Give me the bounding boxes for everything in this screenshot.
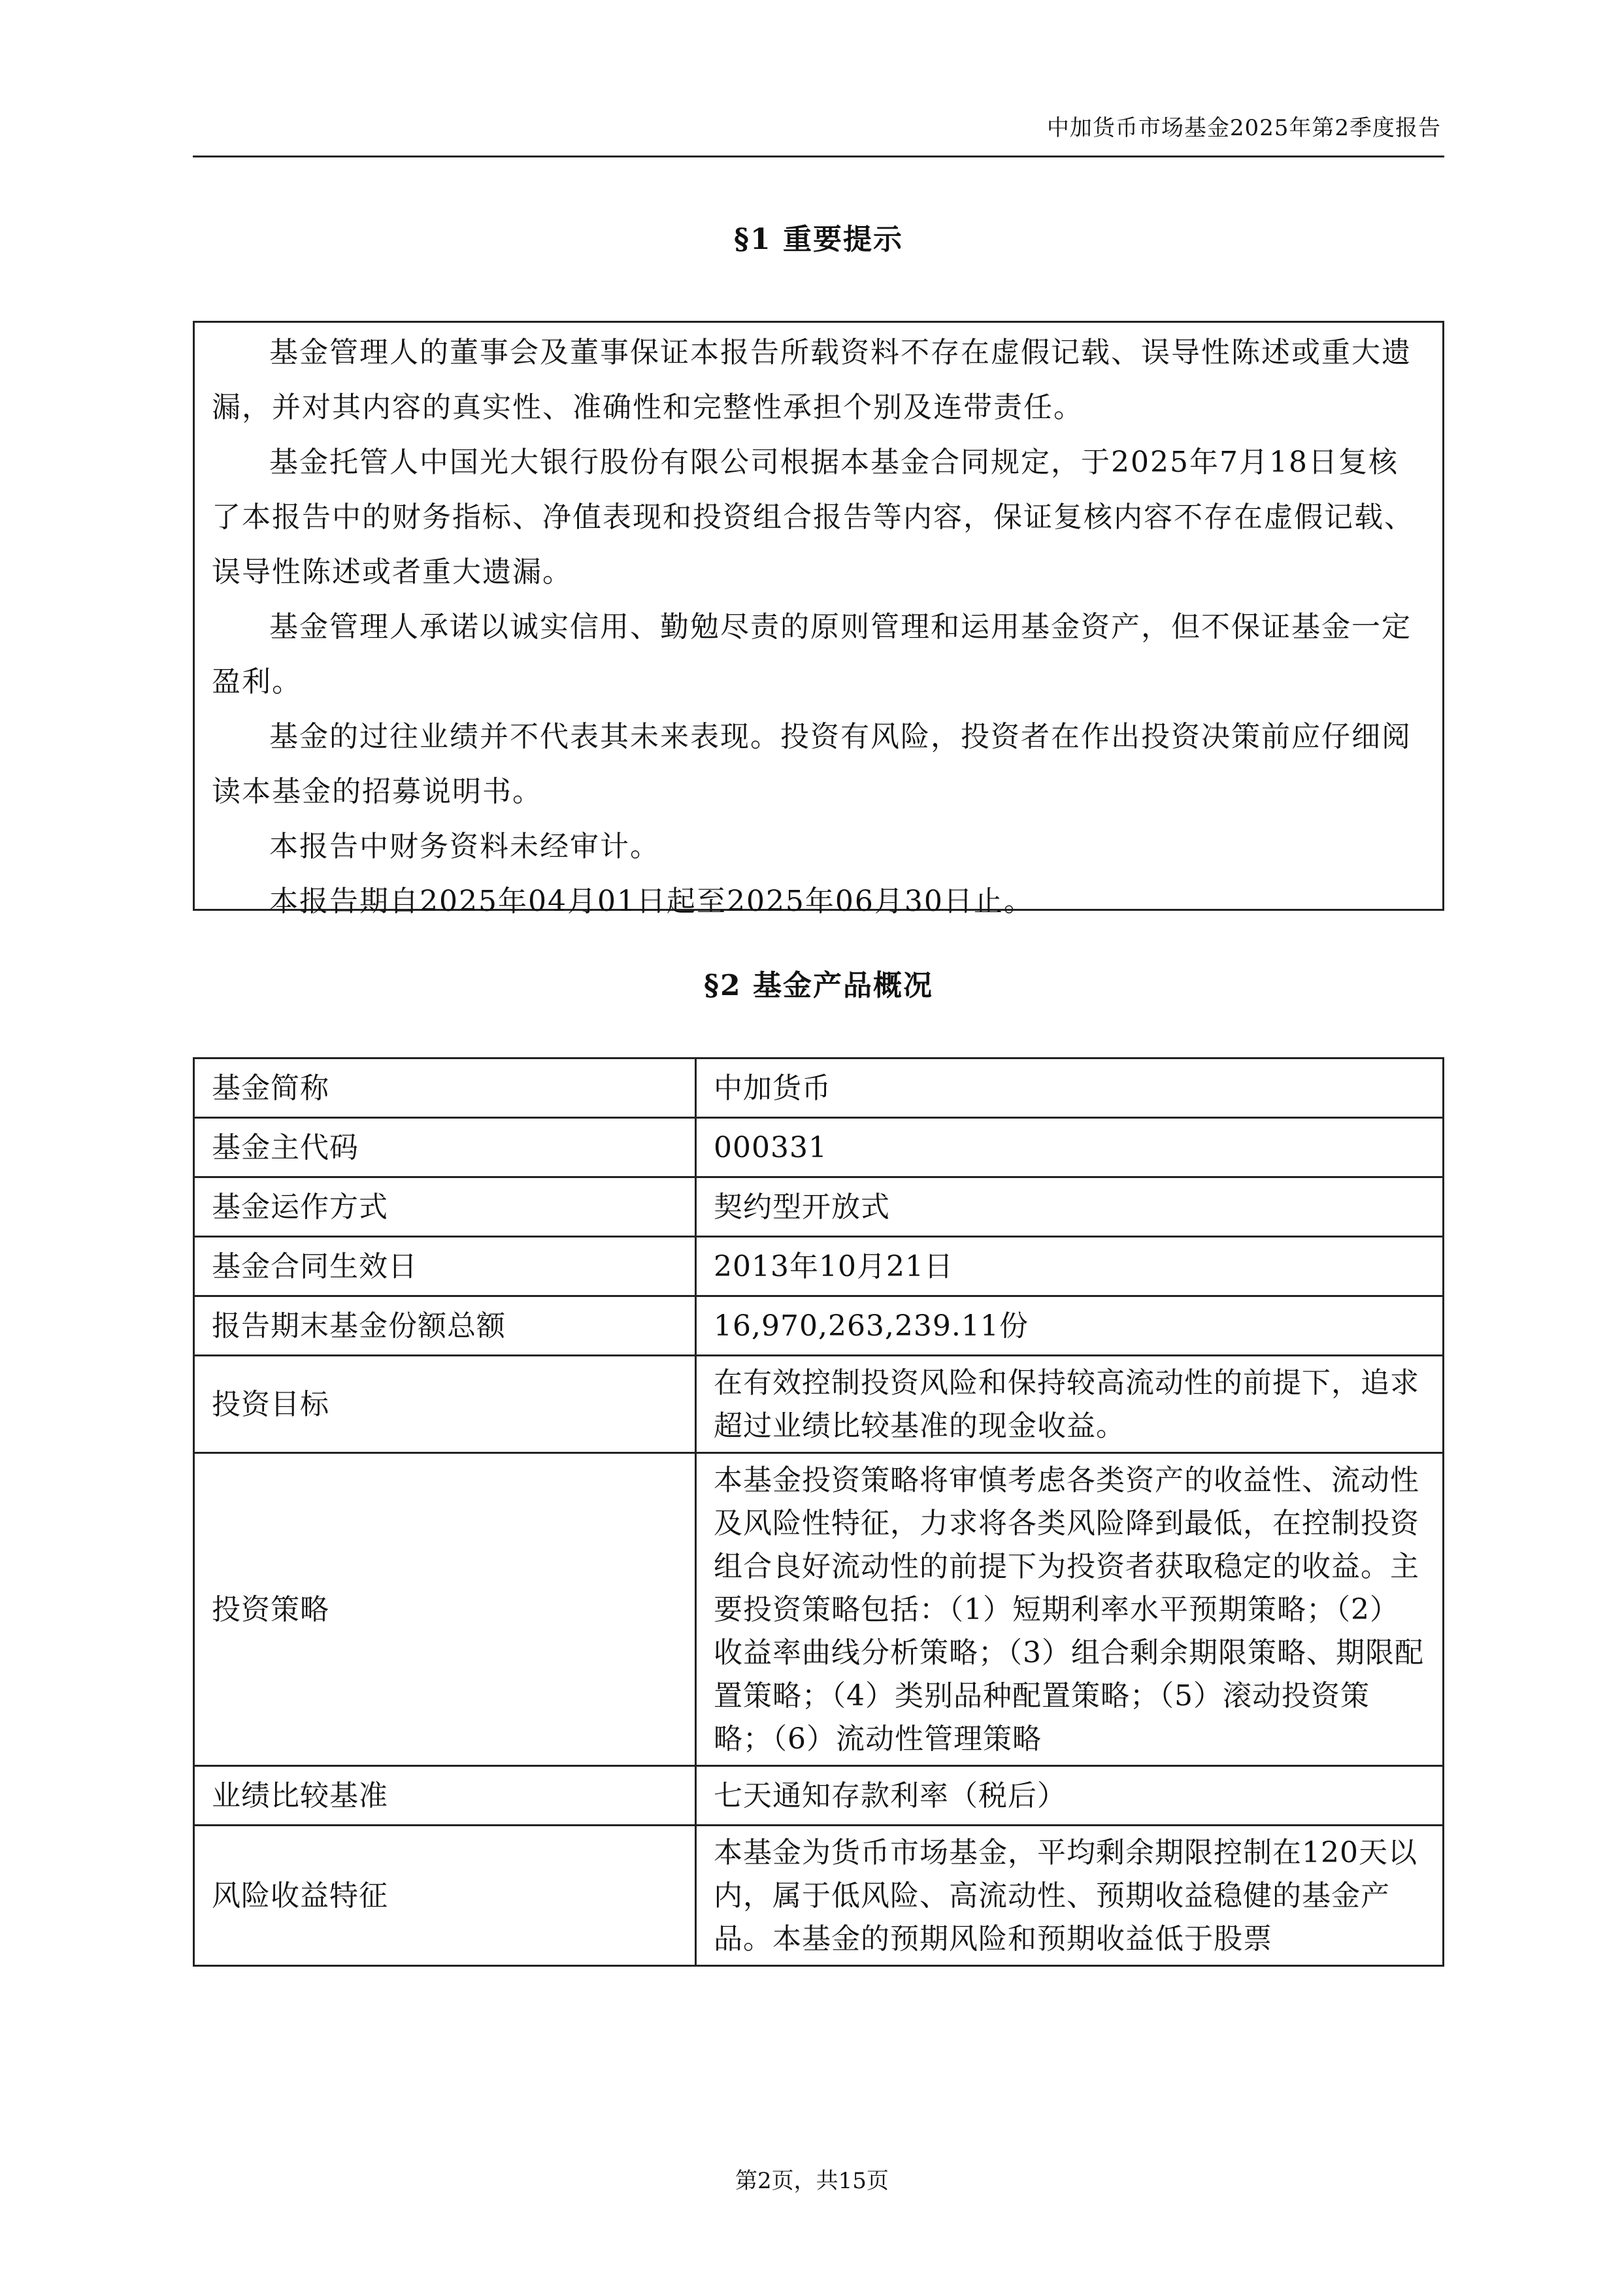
fund-overview-table [193, 1057, 1444, 1967]
table-row [194, 1296, 1444, 1356]
notice-paragraph: 基金托管人中国光大银行股份有限公司根据本基金合同规定，于2025年7月18日复核了本报告中的财务指标、净值表现和投资组合报告等内容，保证复核内容不存在虚假记载、误导性陈述或者重大遗漏。 [212, 446, 1414, 589]
row-label: 基金主代码 [194, 1118, 696, 1177]
notice-paragraph: 基金的过往业绩并不代表其未来表现。投资有风险，投资者在作出投资决策前应仔细阅读本基金的招募说明书。 [212, 720, 1412, 808]
notice-paragraph: 基金管理人承诺以诚实信用、勤勉尽责的原则管理和运用基金资产，但不保证基金一定盈利。 [212, 610, 1412, 698]
notice-paragraph: 基金管理人的董事会及董事保证本报告所载资料不存在虚假记载、误导性陈述或重大遗漏，并对其内容的真实性、准确性和完整性承担个别及连带责任。 [212, 336, 1412, 424]
header-rule [193, 156, 1444, 157]
row-value: 中加货币 [696, 1058, 1444, 1118]
row-value: 在有效控制投资风险和保持较高流动性的前提下，追求超过业绩比较基准的现金收益。 [696, 1356, 1444, 1453]
row-value: 本基金为货币市场基金，平均剩余期限控制在120天以内，属于低风险、高流动性、预期收益稳健的基金产品。本基金的预期风险和预期收益低于股票 [696, 1826, 1444, 1966]
table-row [194, 1118, 1444, 1177]
row-value: 2013年10月21日 [696, 1237, 1444, 1296]
table-row [194, 1177, 1444, 1237]
table-row [194, 1453, 1444, 1766]
table-row [194, 1058, 1444, 1118]
section-2-title: §2 基金产品概况 [704, 969, 933, 1002]
row-value: 七天通知存款利率（税后） [696, 1766, 1444, 1826]
important-notice-box [193, 321, 1444, 918]
row-label: 投资目标 [194, 1356, 696, 1453]
row-label: 基金简称 [194, 1058, 696, 1118]
section-1-title: §1 重要提示 [734, 223, 903, 256]
table-row [194, 1766, 1444, 1826]
notice-paragraph: 本报告中财务资料未经审计。 [269, 830, 660, 863]
row-label: 基金运作方式 [194, 1177, 696, 1237]
row-label: 基金合同生效日 [194, 1237, 696, 1296]
row-value: 契约型开放式 [696, 1177, 1444, 1237]
row-label: 风险收益特征 [194, 1826, 696, 1966]
table-row [194, 1356, 1444, 1453]
row-value: 本基金投资策略将审慎考虑各类资产的收益性、流动性及风险性特征，力求将各类风险降到最低，在控制投资组合良好流动性的前提下为投资者获取稳定的收益。主要投资策略包括：（1）短期利率水平预期策略；（2）收益率曲线分析策略；（3）组合剩余期限策略、期限配置策略；（4）类别品种配置策略；（5）滚动投资策略；（6）流动性管理策略 [696, 1453, 1444, 1766]
row-value: 16,970,263,239.11份 [696, 1296, 1444, 1356]
table-row [194, 1826, 1444, 1966]
page-number: 第2页，共15页 [735, 2168, 889, 2194]
row-label: 投资策略 [194, 1453, 696, 1766]
row-value: 000331 [696, 1118, 1444, 1177]
table-row [194, 1237, 1444, 1296]
row-label: 报告期末基金份额总额 [194, 1296, 696, 1356]
running-header: 中加货币市场基金2025年第2季度报告 [1046, 115, 1441, 141]
notice-paragraph: 本报告期自2025年04月01日起至2025年06月30日止。 [269, 885, 1034, 918]
row-label: 业绩比较基准 [194, 1766, 696, 1826]
